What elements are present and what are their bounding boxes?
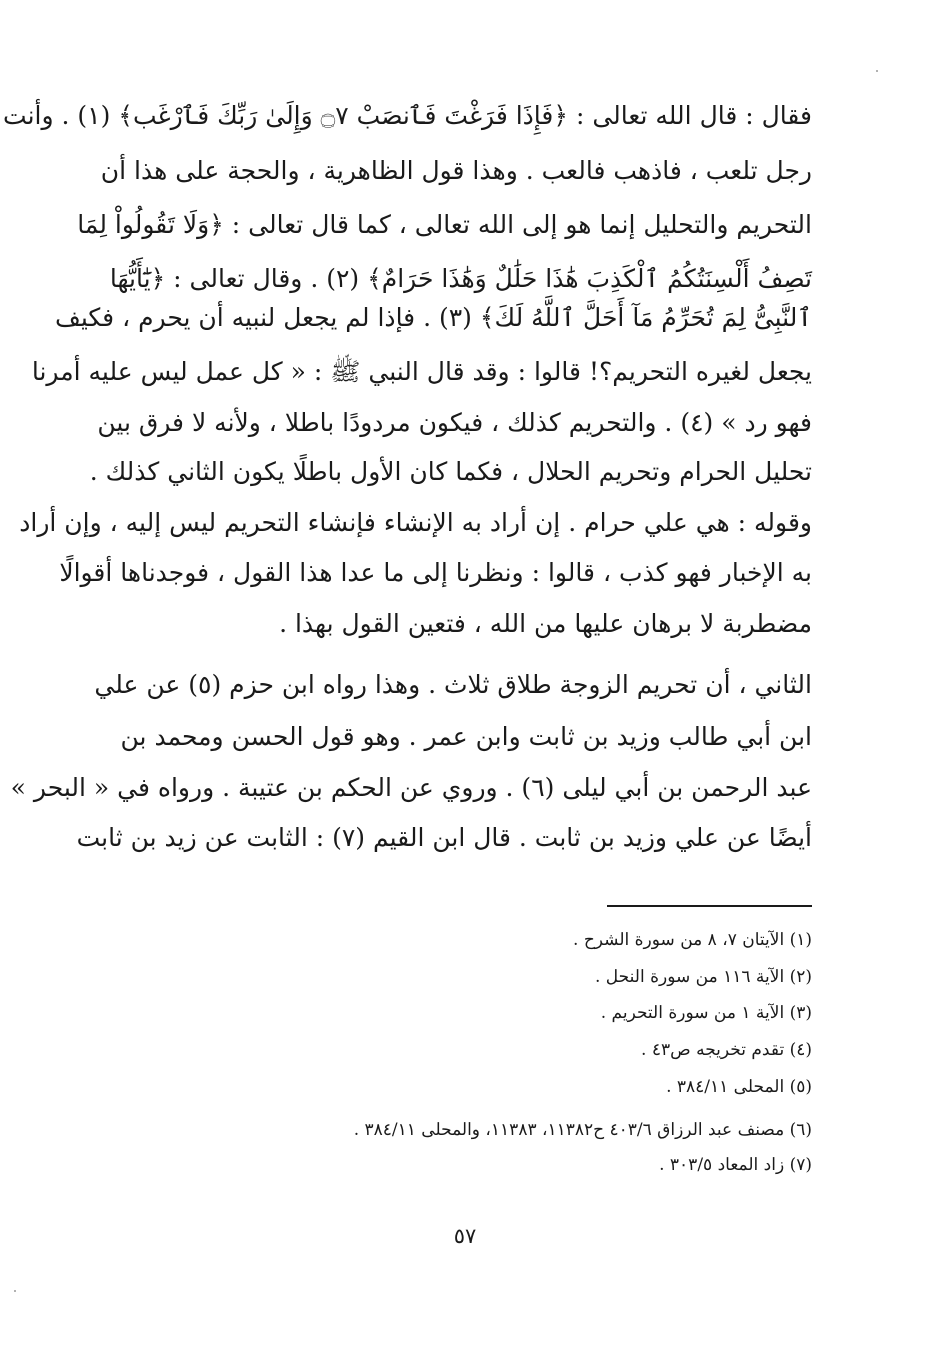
body-line: يجعل لغيره التحريم؟! قالوا : وقد قال النبي ﷺ : « كل عمل ليس عليه أمرنا (31, 357, 812, 386)
footnote: (٧) زاد المعاد ٣٠٣/٥ . (659, 1155, 812, 1175)
footnote: (١) الآيتان ٧، ٨ من سورة الشرح . (573, 930, 812, 950)
footnote: (٤) تقدم تخريجه ص٤٣ . (641, 1040, 812, 1060)
body-line: الثاني ، أن تحريم الزوجة طلاق ثلاث . وهذا رواه ابن حزم (٥) عن علي (94, 670, 812, 699)
body-line: فقال : قال الله تعالى : ﴿فَإِذَا فَرَغْتَ فَٱنصَبْ ۝٧ وَإِلَىٰ رَبِّكَ فَٱرْغَب﴾ (١) . وأنت (3, 101, 812, 130)
footnote: (٢) الآية ١١٦ من سورة النحل . (595, 967, 812, 987)
body-line: التحريم والتحليل إنما هو إلى الله تعالى ، كما قال تعالى : ﴿وَلَا تَقُولُواْ لِمَا (77, 210, 812, 239)
body-line: تَصِفُ أَلْسِنَتُكُمُ ٱلْكَذِبَ هَٰذَا حَلَٰلٌ وَهَٰذَا حَرَامٌ﴾ (٢) . وقال تعالى : ﴿يَٰٓأَيُّهَا (109, 264, 812, 293)
body-line: وقوله : هي علي حرام . إن أراد به الإنشاء فإنشاء التحريم ليس إليه ، وإن أراد (19, 508, 812, 537)
body-line: فهو رد » (٤) . والتحريم كذلك ، فيكون مردودًا باطلا ، ولأنه لا فرق بين (97, 408, 812, 437)
scan-speck (14, 1290, 16, 1292)
footnote: (٣) الآية ١ من سورة التحريم . (600, 1003, 812, 1023)
body-line: أيضًا عن علي وزيد بن ثابت . قال ابن القيم (٧) : الثابت عن زيد بن ثابت (76, 823, 812, 852)
page-number: ٥٧ (453, 1224, 477, 1248)
body-line: مضطربة لا برهان عليها من الله ، فتعين القول بهذا . (279, 609, 812, 638)
footnote: (٥) المحلى ٣٨٤/١١ . (666, 1077, 812, 1097)
body-line: به الإخبار فهو كذب ، قالوا : ونظرنا إلى ما عدا هذا القول ، فوجدناها أقوالًا (59, 558, 812, 587)
body-line: ابن أبي طالب وزيد بن ثابت وابن عمر . وهو قول الحسن ومحمد بن (120, 722, 812, 751)
footnote-separator (607, 905, 812, 907)
scan-speck (876, 70, 878, 72)
body-line: عبد الرحمن بن أبي ليلى (٦) . وروي عن الحكم بن عتيبة . ورواه في « البحر » (10, 773, 812, 802)
footnote: (٦) مصنف عبد الرزاق ٤٠٣/٦ ح١١٣٨٢، ١١٣٨٣، والمحلى ٣٨٤/١١ . (353, 1120, 812, 1140)
body-line: ٱلنَّبِىُّ لِمَ تُحَرِّمُ مَآ أَحَلَّ ٱللَّهُ لَكَ﴾ (٣) . فإذا لم يجعل لنبيه أن يحرم ، فكيف (54, 303, 812, 332)
body-line: تحليل الحرام وتحريم الحلال ، فكما كان الأول باطلًا يكون الثاني كذلك . (89, 457, 812, 486)
body-line: رجل تلعب ، فاذهب فالعب . وهذا قول الظاهرية ، والحجة على هذا أن (100, 156, 812, 185)
